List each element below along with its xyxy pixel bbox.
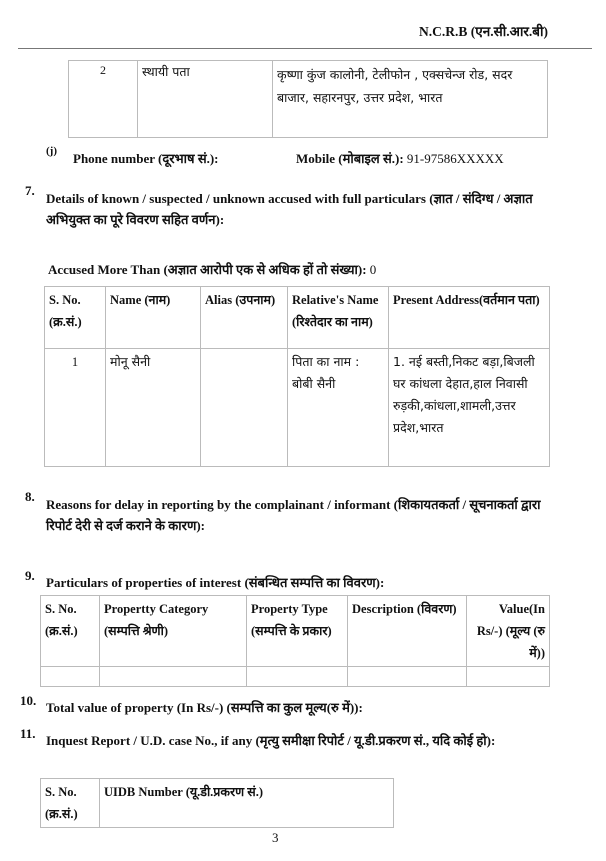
inquest-header-sno: S. No. (क्र.सं.) — [41, 779, 100, 828]
property-header-sno: S. No. (क्र.सं.) — [41, 596, 100, 667]
accused-header-sno: S. No. (क्र.सं.) — [45, 287, 106, 349]
property-header-description: Description (विवरण) — [348, 596, 467, 667]
section-11-number: 11. — [20, 726, 36, 741]
section-9-number: 9. — [25, 568, 35, 583]
page-number: 3 — [272, 830, 279, 845]
address-row-label: स्थायी पता — [138, 61, 273, 138]
address-row-num: 2 — [69, 61, 138, 138]
section-7-number: 7. — [25, 183, 35, 198]
section-8-number: 8. — [25, 489, 35, 504]
property-table — [40, 595, 550, 687]
accused-header-relative: Relative's Name (रिश्तेदार का नाम) — [288, 287, 389, 349]
accused-header-name: Name (नाम) — [106, 287, 201, 349]
accused-more-value: 0 — [369, 262, 377, 277]
accused-header-alias: Alias (उपनाम) — [201, 287, 288, 349]
inquest-header-uidb: UIDB Number (यू.डी.प्रकरण सं.) — [100, 779, 394, 828]
address-row-value: कृष्णा कुंज कालोनी, टेलीफोन , एक्सचेन्ज रोड, सदर बाजार, सहारनपुर, उत्तर प्रदेश, भारत — [273, 61, 548, 138]
property-header-value: Value(In Rs/-) (मूल्य (रु में)) — [467, 596, 550, 667]
section-9-title: Particulars of properties of interest (संबन्धित सम्पत्ति का विवरण): — [46, 575, 385, 590]
phone-marker: (j) — [46, 145, 57, 157]
accused-alias — [201, 349, 288, 467]
accused-table — [44, 286, 550, 467]
section-10-title: Total value of property (In Rs/-) (सम्पत्ति का कुल मूल्य(रु में)): — [46, 700, 363, 715]
mobile-field — [296, 149, 504, 167]
accused-header-address: Present Address(वर्तमान पता) — [389, 287, 550, 349]
accused-name: मोनू सैनी — [106, 349, 201, 467]
accused-more-than — [48, 260, 376, 278]
section-7-title: Details of known / suspected / unknown accused with full particulars (ज्ञात / संदिग्ध / अज्ञात अभियुक्त का पूरे विवरण सहित वर्णन): — [46, 191, 533, 227]
accused-address: 1. नई बस्ती,निकट बड़ा,बिजली घर कांधला देहात,हाल निवासी रुड़की,कांधला,शामली,उत्तर प्रदेश,भारत — [389, 349, 550, 467]
section-10-number: 10. — [20, 693, 37, 708]
ncrb-header: N.C.R.B (एन.सी.आर.बी) — [419, 24, 548, 39]
address-table — [68, 60, 548, 138]
mobile-label: Mobile (मोबाइल सं.): — [296, 151, 404, 166]
header-rule — [18, 48, 592, 49]
phone-label: Phone number (दूरभाष सं.): — [73, 151, 219, 166]
accused-relative: पिता का नाम : बोबी सैनी — [288, 349, 389, 467]
accused-sno: 1 — [45, 349, 106, 467]
accused-more-label: Accused More Than (अज्ञात आरोपी एक से अधिक हों तो संख्या): — [48, 262, 367, 277]
inquest-table — [40, 778, 394, 828]
section-11-title: Inquest Report / U.D. case No., if any (मृत्यु समीक्षा रिपोर्ट / यू.डी.प्रकरण सं., यदि कोई हो): — [46, 733, 496, 748]
section-8-title: Reasons for delay in reporting by the complainant / informant (शिकायतकर्ता / सूचनाकर्ता द्वारा रिपोर्ट देरी से दर्ज कराने के कारण): — [46, 497, 541, 533]
mobile-value: 91-97586XXXXX — [406, 151, 504, 166]
accused-row — [45, 349, 550, 467]
property-header-type: Property Type (सम्पत्ति के प्रकार) — [247, 596, 348, 667]
property-header-category: Propertty Category (सम्पत्ति श्रेणी) — [100, 596, 247, 667]
property-empty-row — [41, 667, 550, 687]
